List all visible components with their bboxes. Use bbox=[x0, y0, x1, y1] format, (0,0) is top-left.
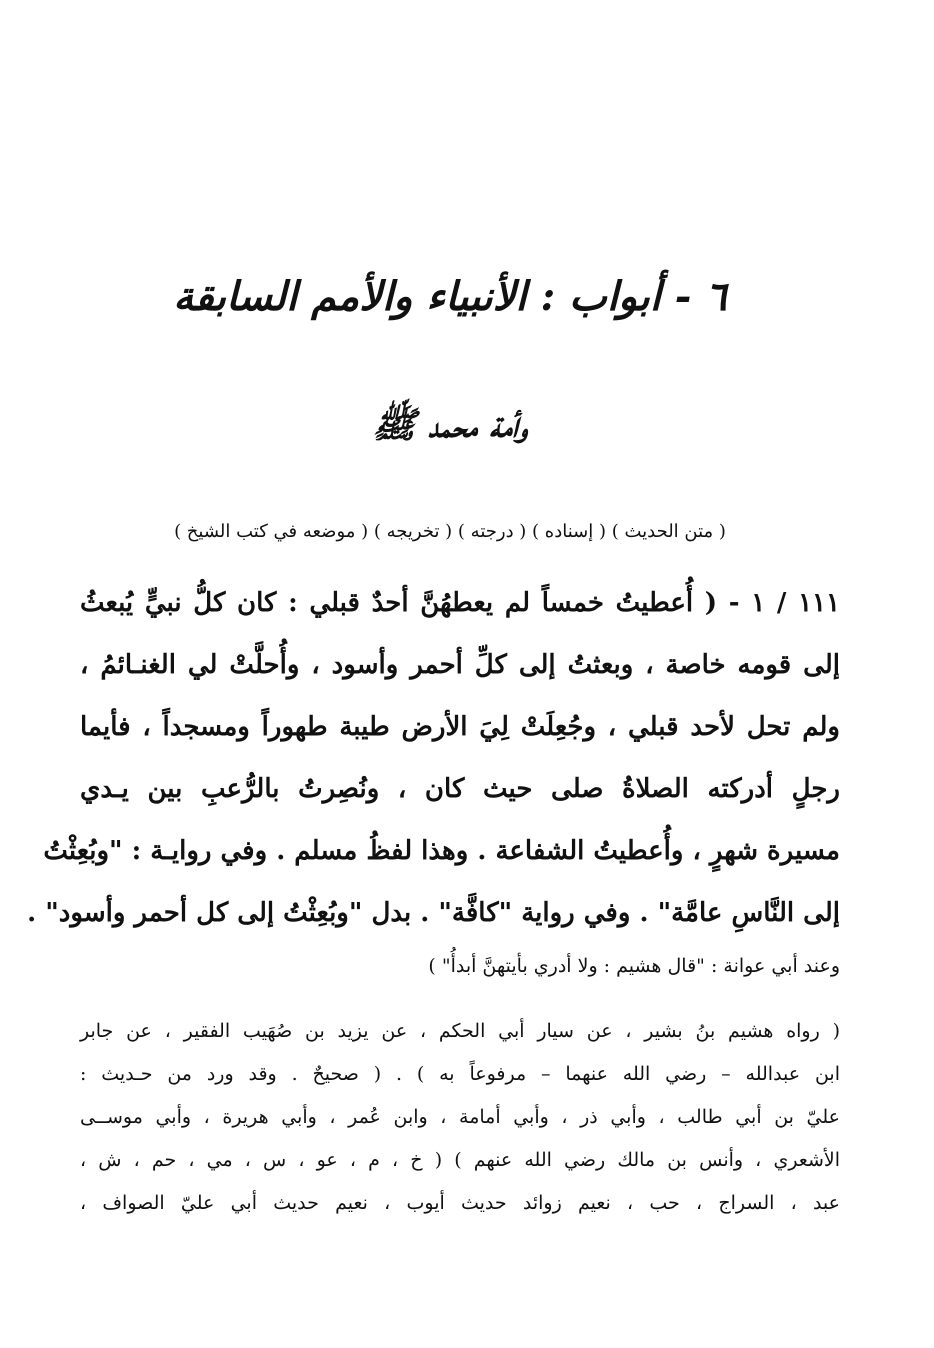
hadith-line-7: وعند أبي عوانة : "قال هشيم : ولا أدري بأيتهنَّ أبدأُ" ) bbox=[428, 955, 840, 977]
hadith-text bbox=[27, 572, 840, 988]
hadith-line-6: إلى النَّاسِ عامَّة" . وفي رواية "كافَّة" . بدل "وبُعِثْتُ إلى كل أحمر وأسود" . bbox=[27, 898, 840, 928]
columns-legend: ( متن الحديث ) ( إسناده ) ( درجته ) ( تخريجه ) ( موضعه في كتب الشيخ ) bbox=[174, 521, 726, 542]
hadith-line-2: إلى قومه خاصة ، وبعثتُ إلى كلِّ أحمر وأسود ، وأُحلَّتْ لي الغنـائمُ ، bbox=[80, 650, 840, 680]
chapter-title: ٦ - أبواب : الأنبياء والأمم السابقة bbox=[173, 273, 727, 320]
takhrij-line-5: عبد ، السراج ، حب ، نعيم زوائد حديث أيوب ، نعيم حديث أبي عليّ الصواف ، bbox=[80, 1192, 840, 1214]
hadith-line-5: مسيرة شهرٍ ، وأُعطيتُ الشفاعة . وهذا لفظُ مسلم . وفي روايـة : "وبُعِثْتُ bbox=[43, 836, 840, 866]
takhrij-text bbox=[80, 1010, 840, 1225]
takhrij-line-2: ابن عبدالله – رضي الله عنهما – مرفوعاً به ) . ( صحيحٌ . وقد ورد من حـديث : bbox=[80, 1063, 840, 1085]
takhrij-line-1: ( رواه هشيم بنُ بشير ، عن سيار أبي الحكم ، عن يزيد بن صُهَيب الفقير ، عن جابر bbox=[80, 1020, 840, 1042]
takhrij-line-3: عليّ بن أبي طالب ، وأبي ذر ، وأبي أمامة ، وابن عُمر ، وأبي هريرة ، وأبي موســى bbox=[80, 1106, 840, 1128]
hadith-line-4: رجلٍ أدركته الصلاةُ صلى حيث كان ، ونُصِرتُ بالرُّعبِ بين يـدي bbox=[80, 774, 840, 804]
takhrij-line-4: الأشعري ، وأنس بن مالك رضي الله عنهم ) ( خ ، م ، عو ، س ، مي ، حم ، ش ، bbox=[80, 1149, 840, 1171]
chapter-subtitle: وأمة محمد ﷺ bbox=[372, 404, 528, 446]
hadith-line-3: ولم تحل لأحد قبلي ، وجُعِلَتْ لِيَ الأرض طيبة طهوراً ومسجداً ، فأيما bbox=[80, 712, 840, 742]
hadith-line-1: ١١١ / ١ - ( أُعطيتُ خمساً لم يعطهُنَّ أحدٌ قبلي : كان كلُّ نبيٍّ يُبعثُ bbox=[80, 588, 840, 618]
